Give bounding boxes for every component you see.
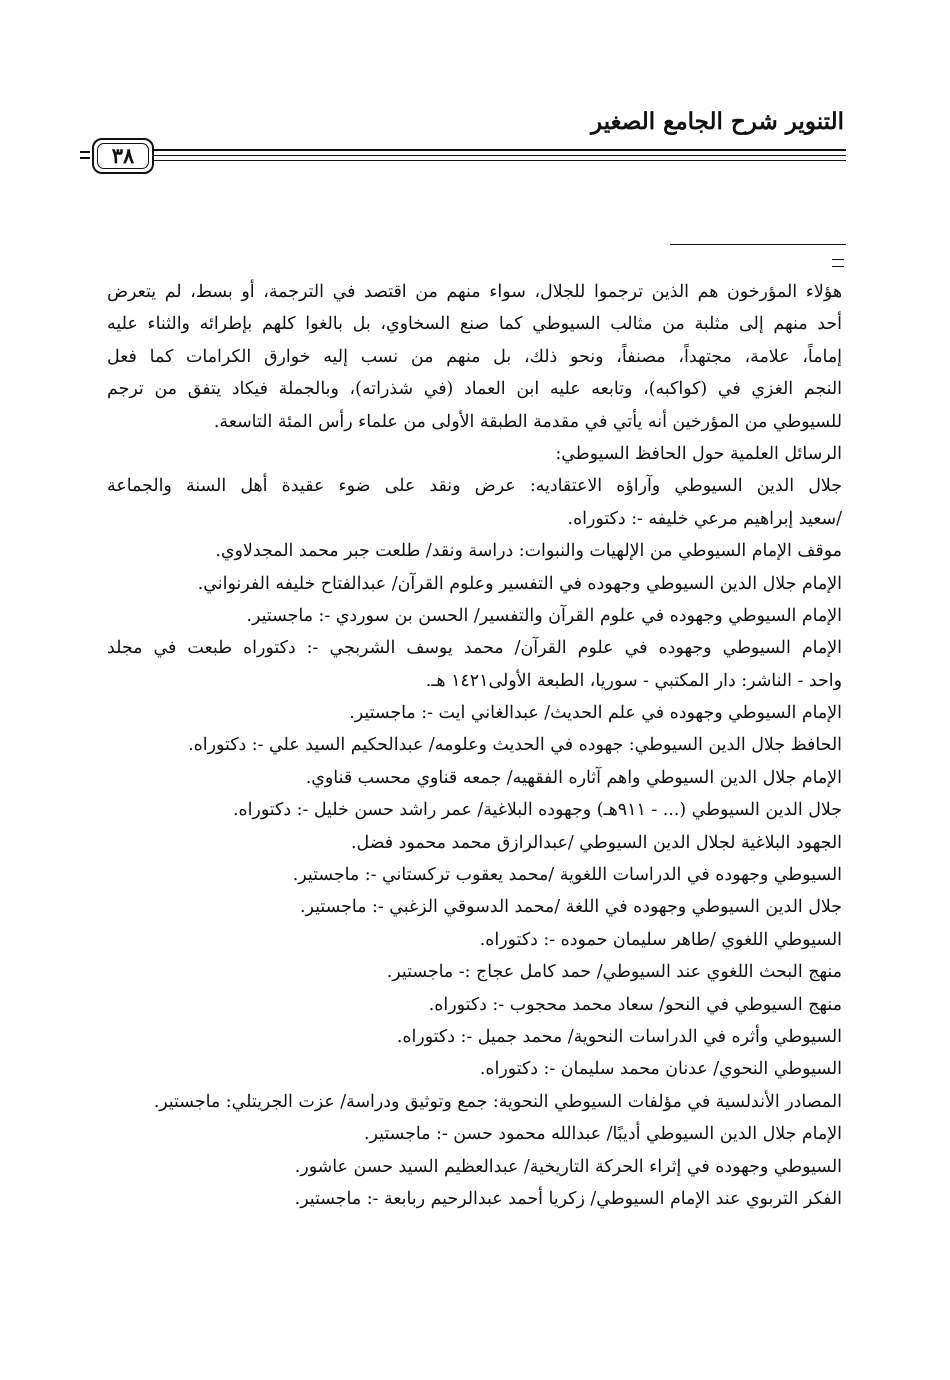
paragraph-line: النجم الغزي في (كواكبه)، وتابعه عليه ابن العماد (في شذراته)، وبالجملة فيكاد يتفق من ترجم (107, 379, 842, 400)
thesis-entry: الفكر التربوي عند الإمام السيوطي/ زكريا أحمد عبدالرحيم ربابعة -: ماجستير. (294, 1188, 842, 1209)
thesis-entry: الحافظ جلال الدين السيوطي: جهوده في الحديث وعلومه/ عبدالحكيم السيد علي -: دكتوراه. (188, 735, 842, 756)
paragraph-line: إماماً، علامة، مجتهداً، مصنفاً، ونحو ذلك، بل منهم من نسب إليه خوارق الكرامات كما فعل (107, 346, 842, 367)
page-number-frame (92, 138, 154, 174)
thesis-entry: السيوطي وجهوده في إثراء الحركة التاريخية/ عبدالعظيم السيد حسن عاشور. (294, 1156, 842, 1177)
header-rule-thick (154, 149, 846, 151)
thesis-entry: السيوطي النحوي/ عدنان محمد سليمان -: دكتوراه. (479, 1059, 842, 1080)
page-body (107, 276, 842, 1215)
section-heading: الرسائل العلمية حول الحافظ السيوطي: (555, 443, 842, 464)
paragraph-line: هؤلاء المؤرخون هم الذين ترجموا للجلال، سواء منهم من اقتصد في الترجمة، أو بسط، لم يتعرض (107, 282, 842, 302)
paragraph-line: أحد منهم إلى مثلبة من مثالب السيوطي كما صنع السخاوي، بل بالغوا كلهم بإطرائه والثناء عليه (107, 314, 842, 335)
continuation-rule (670, 244, 846, 245)
thesis-entry-continuation: /سعيد إبراهيم مرعي خليفه -: دكتوراه. (567, 508, 842, 529)
paragraph-line: للسيوطي من المؤرخين أنه يأتي في مقدمة الطبقة الأولى من علماء رأس المئة التاسعة. (213, 411, 842, 432)
thesis-entry: الإمام السيوطي وجهوده في علوم القرآن/ محمد يوسف الشربجي -: دكتوراه طبعت في مجلد (107, 638, 842, 659)
thesis-entry-continuation: واحد - الناشر: دار المكتبي - سوريا، الطبعة الأولى١٤٢١ هـ. (425, 670, 842, 691)
thesis-entry: جلال الدين السيوطي (... - ٩١١هـ) وجهوده البلاغية/ عمر راشد حسن خليل -: دكتوراه. (232, 800, 842, 821)
thesis-entry: منهج البحث اللغوي عند السيوطي/ حمد كامل عجاج :- ماجستير. (386, 962, 842, 983)
thesis-entry: السيوطي اللغوي /طاهر سليمان حموده -: دكتوراه. (479, 929, 842, 950)
thesis-entry: موقف الإمام السيوطي من الإلهيات والنبوات: دراسة ونقد/ طلعت جبر محمد المجدلاوي. (215, 541, 842, 562)
thesis-entry: الإمام جلال الدين السيوطي وجهوده في التفسير وعلوم القرآن/ عبدالفتاح خليفه الفرنواني. (197, 573, 842, 594)
thesis-entry: الإمام السيوطي وجهوده في علوم القرآن والتفسير/ الحسن بن سوردي -: ماجستير. (246, 605, 842, 626)
thesis-entry: السيوطي وجهوده في الدراسات اللغوية /محمد يعقوب تركستاني -: ماجستير. (292, 865, 842, 886)
thesis-entry: الإمام جلال الدين السيوطي واهم آثاره الفقهيه/ جمعه قناوي محسب قناوي. (305, 767, 842, 788)
thesis-entry: الإمام جلال الدين السيوطي أديبًا/ عبدالله محمود حسن -: ماجستير. (363, 1124, 842, 1145)
thesis-entry: جلال الدين السيوطي وآراؤه الاعتقاديه: عرض ونقد على ضوء عقيدة أهل السنة والجماعة (107, 476, 842, 497)
thesis-entry: الجهود البلاغية لجلال الدين السيوطي /عبدالرازق محمد محمود فضل. (350, 832, 842, 853)
thesis-entry: المصادر الأندلسية في مؤلفات السيوطي النحوية: جمع وتوثيق ودراسة/ عزت الجريتلي: ماجستير. (153, 1091, 842, 1112)
page-number: ٣٨ (111, 143, 135, 168)
thesis-entry: السيوطي وأثره في الدراسات النحوية/ محمد جميل -: دكتوراه. (396, 1026, 842, 1047)
thesis-entry: منهج السيوطي في النحو/ سعاد محمد محجوب -: دكتوراه. (428, 994, 842, 1015)
header-rule-thin-lower (154, 160, 846, 161)
running-header-title: التنوير شرح الجامع الصغير (591, 108, 844, 135)
header-rule-thin (154, 155, 846, 156)
header-end-ornament (80, 151, 90, 159)
thesis-entry: الإمام السيوطي وجهوده في علم الحديث/ عبدالغاني ايت -: ماجستير. (349, 703, 842, 724)
thesis-entry: جلال الدين السيوطي وجهوده في اللغة /محمد الدسوقي الزغبي -: ماجستير. (299, 897, 842, 918)
continuation-mark (832, 259, 844, 267)
